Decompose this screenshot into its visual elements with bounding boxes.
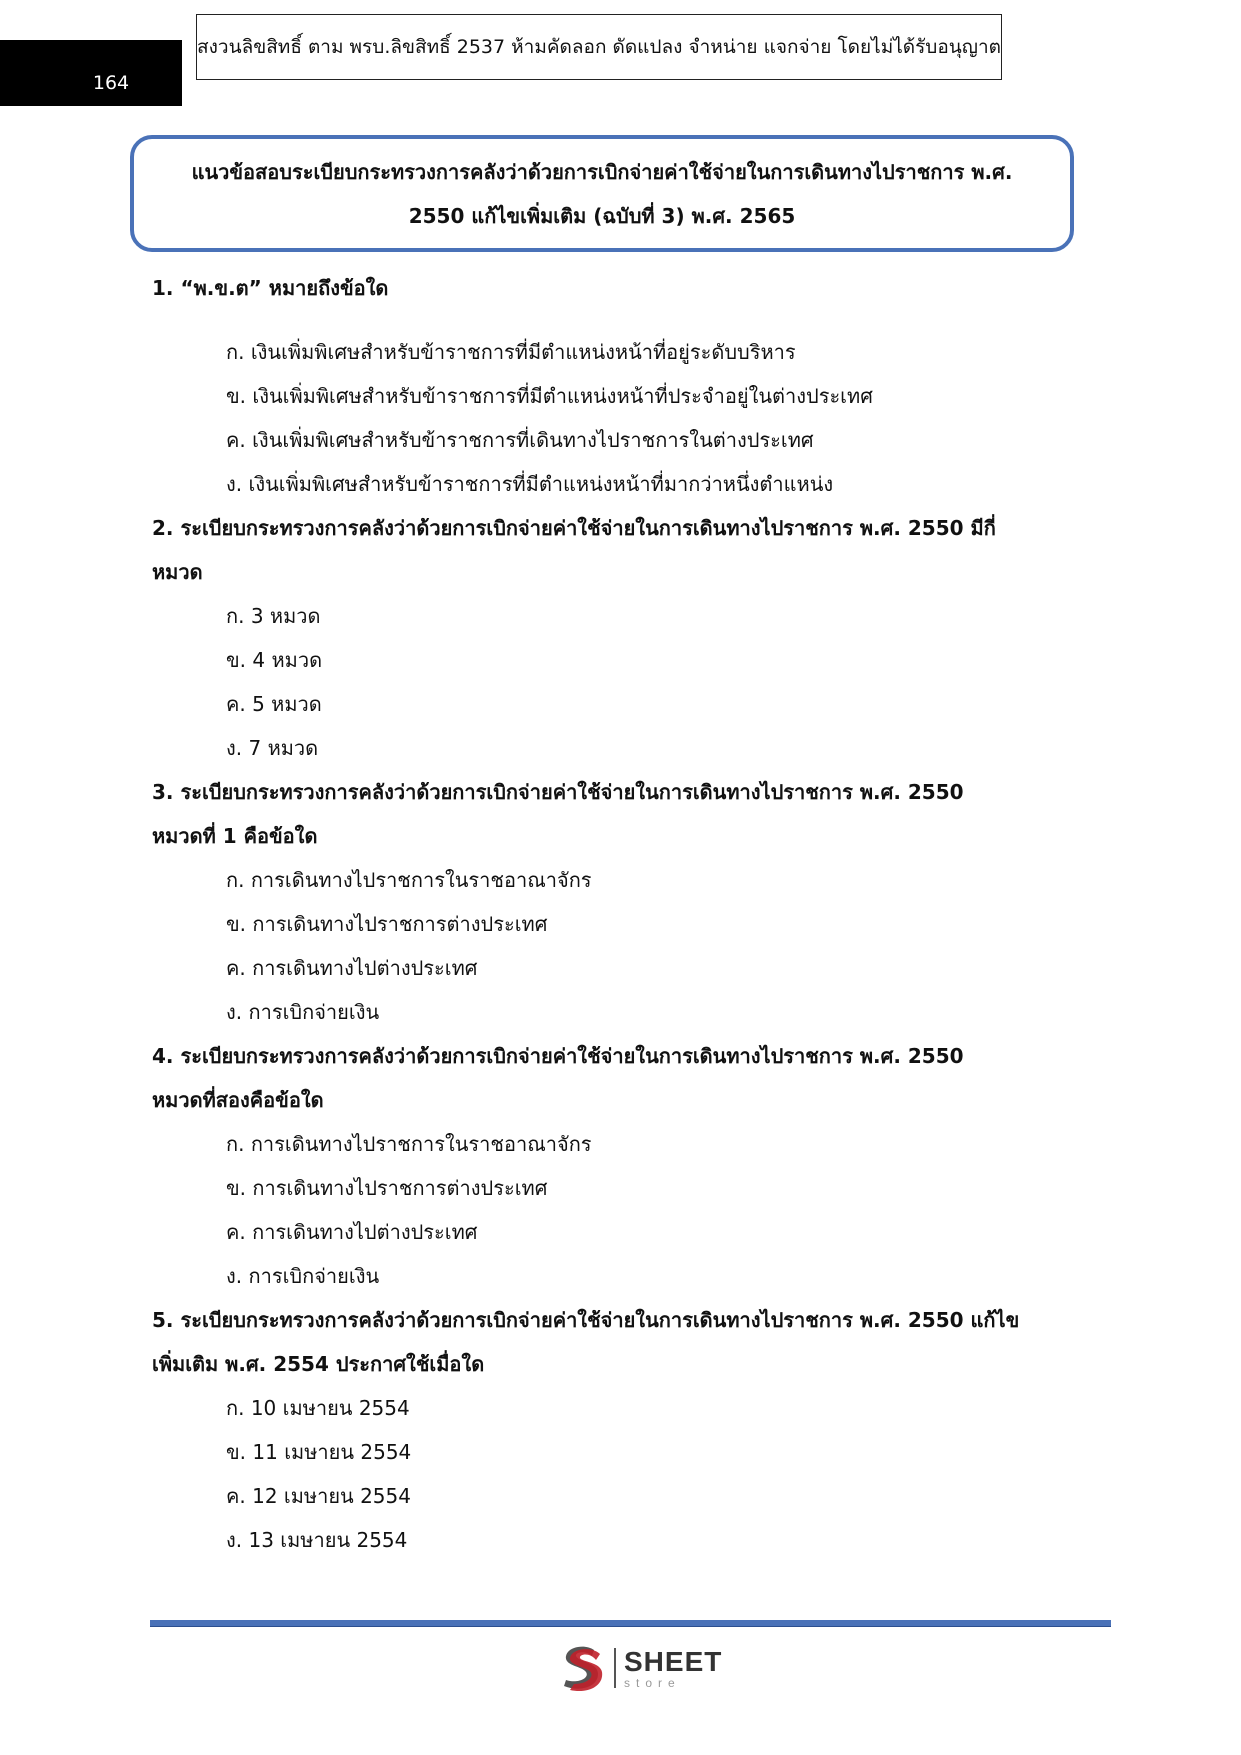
logo-text [624,1645,723,1690]
option: ข. การเดินทางไปราชการต่างประเทศ [226,912,548,936]
title-box [130,135,1074,252]
option: ค. การเดินทางไปต่างประเทศ [226,956,478,980]
option: ข. เงินเพิ่มพิเศษสำหรับข้าราชการที่มีตำแหน่งหน้าที่ประจำอยู่ในต่างประเทศ [226,384,873,408]
question-4 [152,1034,1072,1298]
question-2 [152,506,1072,770]
question-3 [152,770,1072,1034]
page-number-block [0,40,182,106]
title-line-2: 2550 แก้ไขเพิ่มเติม (ฉบับที่ 3) พ.ศ. 2565 [408,203,796,228]
question-text-cont: หมวดที่ 1 คือข้อใด [152,824,318,848]
option: ก. เงินเพิ่มพิเศษสำหรับข้าราชการที่มีตำแหน่งหน้าที่อยู่ระดับบริหาร [226,340,796,364]
sheet-store-logo [556,1640,726,1696]
question-1 [152,266,1072,506]
option: ง. การเบิกจ่ายเงิน [226,1264,380,1288]
option: ค. เงินเพิ่มพิเศษสำหรับข้าราชการที่เดินทางไปราชการในต่างประเทศ [226,428,814,452]
option: ก. การเดินทางไปราชการในราชอาณาจักร [226,1132,592,1156]
option: ข. การเดินทางไปราชการต่างประเทศ [226,1176,548,1200]
question-text: 3. ระเบียบกระทรวงการคลังว่าด้วยการเบิกจ่ายค่าใช้จ่ายในการเดินทางไปราชการ พ.ศ. 2550 [152,780,964,804]
logo-divider [614,1648,616,1688]
logo-subword: store [624,1675,681,1690]
option: ก. การเดินทางไปราชการในราชอาณาจักร [226,868,592,892]
footer-divider [150,1620,1111,1627]
option: ก. 3 หมวด [226,604,321,628]
option: ง. เงินเพิ่มพิเศษสำหรับข้าราชการที่มีตำแหน่งหน้าที่มากว่าหนึ่งตำแหน่ง [226,472,834,496]
question-text-cont: เพิ่มเติม พ.ศ. 2554 ประกาศใช้เมื่อใด [152,1352,485,1376]
option: ก. 10 เมษายน 2554 [226,1396,410,1420]
option: ค. การเดินทางไปต่างประเทศ [226,1220,478,1244]
sheet-s-logo-icon [556,1642,606,1694]
page-number: 164 [92,72,130,94]
question-text: 2. ระเบียบกระทรวงการคลังว่าด้วยการเบิกจ่ายค่าใช้จ่ายในการเดินทางไปราชการ พ.ศ. 2550 มีกี่ [152,516,996,540]
question-5 [152,1298,1072,1562]
question-text-cont: หมวด [152,560,203,584]
copyright-text: สงวนลิขสิทธิ์ ตาม พรบ.ลิขสิทธิ์ 2537 ห้ามคัดลอก ดัดแปลง จำหน่าย แจกจ่าย โดยไม่ได้รับอนุญาต [197,36,1001,58]
question-text: 4. ระเบียบกระทรวงการคลังว่าด้วยการเบิกจ่ายค่าใช้จ่ายในการเดินทางไปราชการ พ.ศ. 2550 [152,1044,964,1068]
option: ค. 5 หมวด [226,692,322,716]
title-line-1: แนวข้อสอบระเบียบกระทรวงการคลังว่าด้วยการเบิกจ่ายค่าใช้จ่ายในการเดินทางไปราชการ พ.ศ. [191,159,1013,184]
question-text-cont: หมวดที่สองคือข้อใด [152,1088,324,1112]
copyright-notice [196,14,1002,80]
question-text: 1. “พ.ข.ต” หมายถึงข้อใด [152,276,389,300]
option: ง. 13 เมษายน 2554 [226,1528,408,1552]
question-list [152,266,1072,1562]
option: ข. 4 หมวด [226,648,323,672]
option: ง. 7 หมวด [226,736,319,760]
logo-word: SHEET [624,1645,723,1677]
option: ข. 11 เมษายน 2554 [226,1440,412,1464]
question-text: 5. ระเบียบกระทรวงการคลังว่าด้วยการเบิกจ่ายค่าใช้จ่ายในการเดินทางไปราชการ พ.ศ. 2550 แก้ไข [152,1308,1020,1332]
option: ง. การเบิกจ่ายเงิน [226,1000,380,1024]
option: ค. 12 เมษายน 2554 [226,1484,411,1508]
